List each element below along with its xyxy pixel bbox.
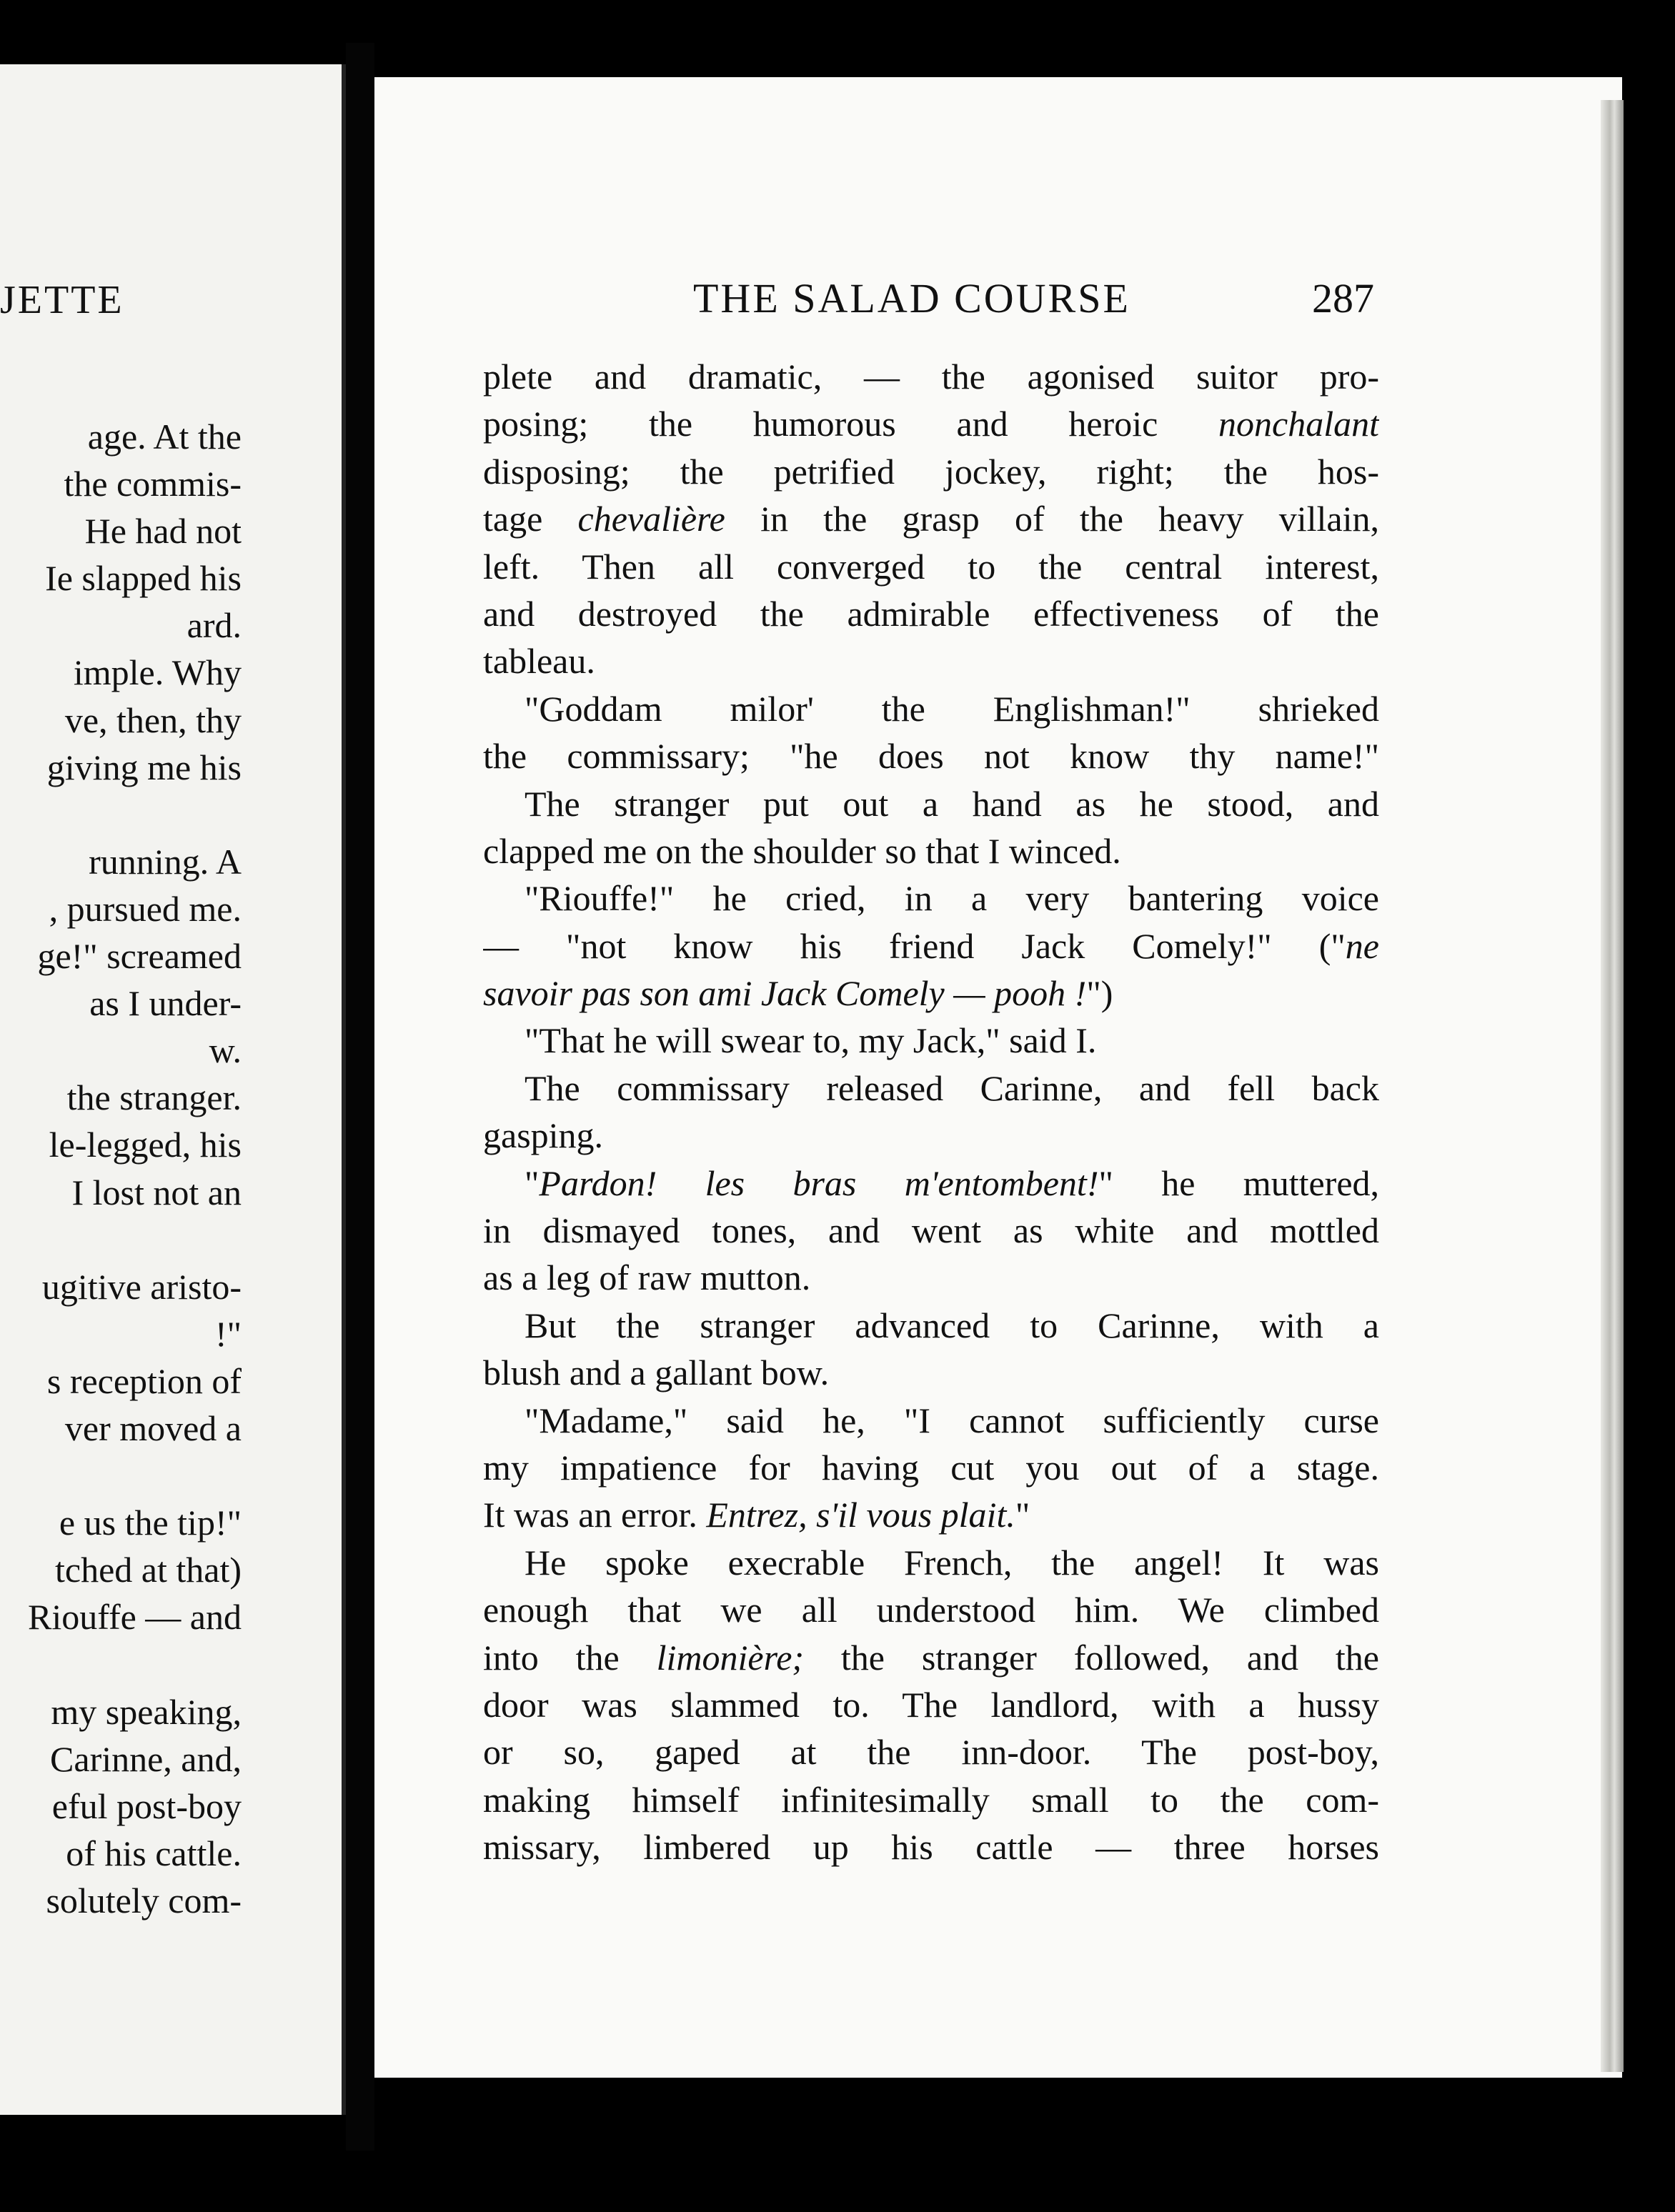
text-line	[483, 732, 1379, 779]
left-text-line: le-legged, his	[49, 1125, 242, 1165]
left-text-line: ve, then, thy	[64, 699, 242, 740]
left-text-line: the stranger.	[66, 1077, 242, 1118]
text-run: making himself infinitesimally small to the com-	[483, 1779, 1379, 1820]
left-text-line: Carinne, and,	[50, 1738, 242, 1779]
text-run: ")	[1086, 973, 1113, 1014]
left-text-line: the commis-	[64, 464, 242, 504]
text-line	[483, 1444, 1379, 1491]
text-run: The stranger put out a hand as he stood, and	[525, 783, 1379, 824]
text-line	[483, 1586, 1379, 1633]
text-line	[483, 1112, 1379, 1159]
text-run: plete and dramatic, — the agonised suitor pro-	[483, 357, 1379, 397]
left-text-line: ge!" screamed	[37, 936, 242, 977]
text-line	[483, 1254, 1379, 1301]
text-line	[483, 1349, 1379, 1396]
text-line	[483, 543, 1379, 590]
left-text-line: !"	[214, 1313, 242, 1354]
italic-text: chevalière	[577, 499, 725, 539]
text-run: into the	[483, 1637, 657, 1678]
text-line	[483, 495, 1379, 542]
text-run: "Riouffe!" he cried, in a very bantering voice	[525, 878, 1379, 919]
left-text-line	[0, 1640, 242, 1688]
text-run: "	[1015, 1495, 1030, 1535]
text-line	[483, 1397, 1379, 1444]
running-head: THE SALAD COURSE	[693, 275, 1130, 322]
text-run: in the grasp of the heavy villain,	[725, 499, 1379, 539]
left-text-line: ard.	[187, 605, 242, 646]
book-spine	[346, 43, 374, 2151]
text-run: disposing; the petrified jockey, right; the hos-	[483, 451, 1379, 492]
left-text-line: tched at that)	[55, 1550, 242, 1590]
text-run: gasping.	[483, 1115, 604, 1156]
text-run: left. Then all converged to the central interest,	[483, 546, 1379, 587]
text-line	[483, 400, 1379, 447]
page-number: 287	[1312, 275, 1374, 322]
text-run: "	[525, 1162, 540, 1203]
italic-text: ne	[1345, 925, 1379, 966]
left-text-line: running. A	[89, 841, 242, 882]
text-run: tableau.	[483, 641, 595, 682]
text-run: "That he will swear to, my Jack," said I.	[525, 1020, 1097, 1061]
text-line	[483, 1728, 1379, 1775]
text-run: missary, limbered up his cattle — three horses	[483, 1827, 1379, 1868]
text-line	[483, 827, 1379, 875]
left-text-line	[0, 1216, 242, 1263]
text-line	[483, 1681, 1379, 1728]
text-line	[483, 1160, 1379, 1207]
left-text-line: of his cattle.	[66, 1833, 242, 1873]
text-run: It was an error.	[483, 1495, 707, 1535]
text-run: But the stranger advanced to Carinne, with a	[525, 1305, 1379, 1345]
text-line	[483, 590, 1379, 637]
text-run: as a leg of raw mutton.	[483, 1257, 811, 1298]
text-run: enough that we all understood him. We climbed	[483, 1590, 1379, 1630]
text-run: in dismayed tones, and went as white and mottled	[483, 1210, 1379, 1251]
text-line	[483, 970, 1379, 1017]
text-line	[483, 1776, 1379, 1823]
text-line	[483, 1823, 1379, 1870]
left-text-line: eful post-boy	[51, 1785, 242, 1826]
text-line	[483, 1539, 1379, 1586]
text-line	[483, 875, 1379, 922]
text-line	[483, 353, 1379, 400]
text-run: The commissary released Carinne, and fell back	[525, 1067, 1379, 1108]
left-text-line: ugitive aristo-	[41, 1266, 242, 1307]
left-running-head: JETTE	[0, 278, 124, 322]
page-edge	[1601, 100, 1624, 2072]
text-run: He spoke execrable French, the angel! It was	[525, 1542, 1379, 1583]
text-run: my impatience for having cut you out of a stage.	[483, 1447, 1379, 1488]
text-run: "Goddam milor' the Englishman!" shrieked	[525, 688, 1379, 729]
text-run: blush and a gallant bow.	[483, 1352, 830, 1393]
page-body-text	[483, 353, 1379, 1871]
left-text-line	[0, 1452, 242, 1499]
italic-text: savoir pas son ami Jack Comely — pooh !	[483, 973, 1087, 1014]
text-run: the stranger followed, and the	[804, 1637, 1379, 1678]
text-line	[483, 780, 1379, 827]
left-text-line: He had not	[84, 511, 242, 552]
text-run: clapped me on the shoulder so that I winced.	[483, 830, 1121, 871]
left-text-line: ver moved a	[64, 1408, 242, 1448]
text-line	[483, 1065, 1379, 1112]
text-run: — "not know his friend Jack Comely!" ("	[483, 925, 1346, 966]
text-line	[483, 1491, 1379, 1538]
left-text-line: age. At the	[87, 417, 242, 457]
text-line	[483, 1207, 1379, 1254]
italic-text: Entrez, s'il vous plait.	[706, 1495, 1015, 1535]
left-text-line: solutely com-	[46, 1880, 242, 1920]
left-text-line: w.	[209, 1030, 242, 1071]
text-line	[483, 1017, 1379, 1064]
text-line	[483, 1302, 1379, 1349]
text-run: " he muttered,	[1098, 1162, 1379, 1203]
text-run: and destroyed the admirable effectiveness of the	[483, 593, 1379, 634]
text-run: the commissary; "he does not know thy name!"	[483, 736, 1379, 777]
text-line	[483, 448, 1379, 495]
text-run: tage	[483, 499, 578, 539]
left-text-line: e us the tip!"	[59, 1503, 242, 1543]
italic-text: Pardon! les bras m'entombent!	[539, 1162, 1099, 1203]
text-run: door was slammed to. The landlord, with a hussy	[483, 1684, 1379, 1725]
left-text-line: my speaking,	[51, 1691, 242, 1732]
left-text-line: Riouffe — and	[27, 1597, 242, 1638]
previous-page	[0, 64, 346, 2115]
text-line	[483, 922, 1379, 970]
text-run: "Madame," said he, "I cannot sufficiently curse	[525, 1400, 1379, 1440]
italic-text: limonière;	[656, 1637, 805, 1678]
left-text-line: Ie slapped his	[45, 558, 242, 599]
left-text-line: imple. Why	[73, 652, 242, 693]
text-line	[483, 637, 1379, 684]
left-text-line: , pursued me.	[49, 888, 242, 929]
left-text-line	[0, 791, 242, 838]
text-line	[483, 685, 1379, 732]
text-run: posing; the humorous and heroic	[483, 404, 1219, 444]
italic-text: nonchalant	[1218, 404, 1379, 444]
text-run: or so, gaped at the inn-door. The post-boy,	[483, 1732, 1379, 1773]
left-page-text	[0, 413, 242, 1924]
left-text-line: giving me his	[46, 747, 242, 787]
left-text-line: I lost not an	[71, 1172, 242, 1212]
left-text-line: as I under-	[89, 983, 242, 1024]
text-line	[483, 1634, 1379, 1681]
left-text-line: s reception of	[46, 1360, 242, 1401]
